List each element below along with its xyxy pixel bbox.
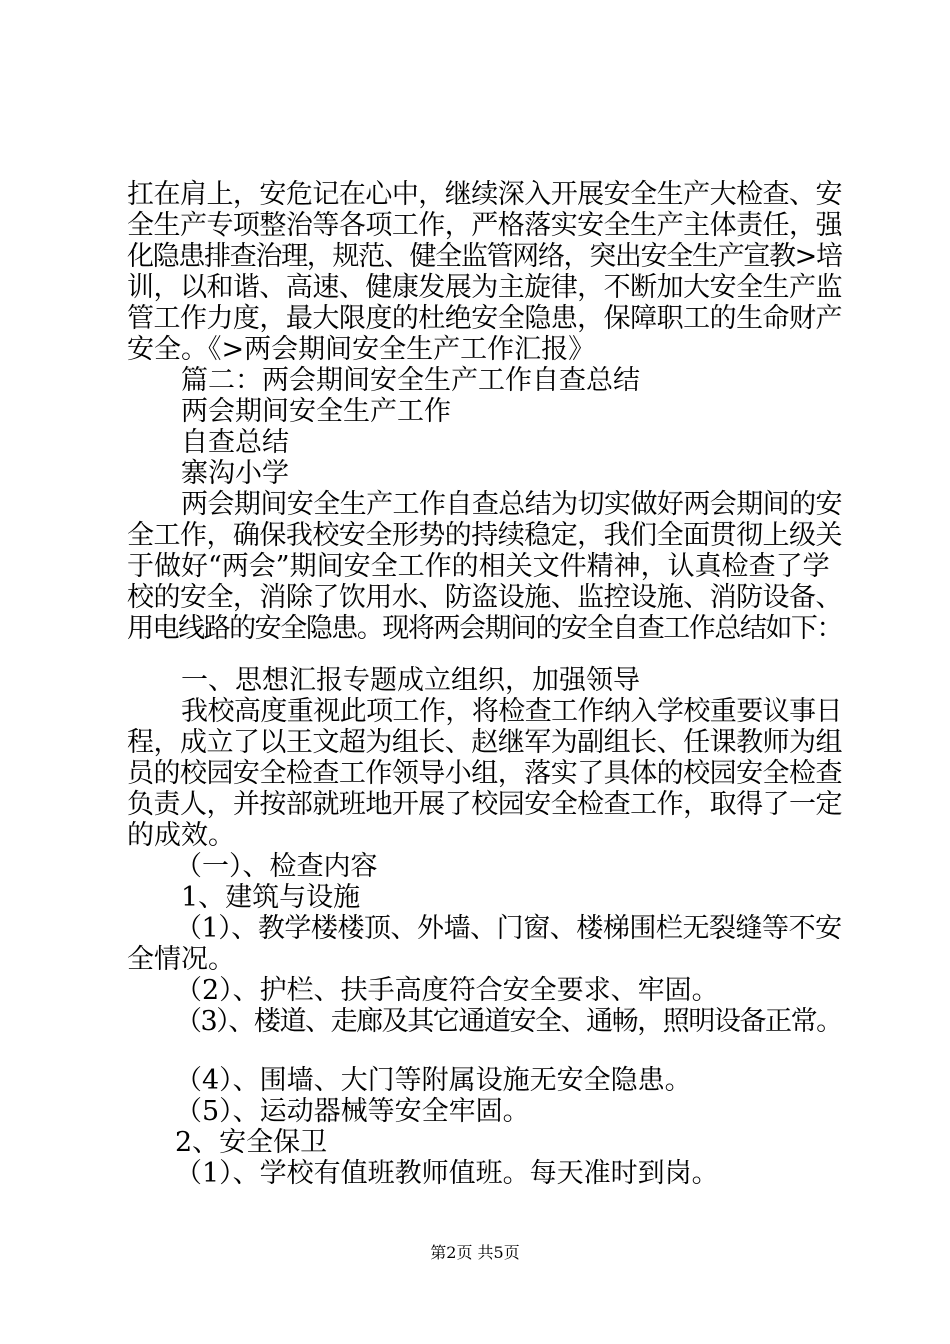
text-line: 校的安全，消除了饮用水、防盗设施、监控设施、消防设备、 <box>127 582 842 613</box>
text-line: 全工作，确保我校安全形势的持续稳定，我们全面贯彻上级关 <box>127 520 842 551</box>
page-number-footer: 第2页 共5页 <box>430 1243 520 1262</box>
section-heading: 一、思想汇报专题成立组织，加强领导 <box>181 665 640 696</box>
text-line: 化隐患排查治理，规范、健全监管网络，突出安全生产宣教>培 <box>127 241 842 272</box>
text-line: 负责人，并按部就班地开展了校园安全检查工作，取得了一定 <box>127 789 842 820</box>
text-line: （3）、楼道、走廊及其它通道安全、通畅，照明设备正常。 <box>175 1006 842 1037</box>
text-line: 全生产专项整治等各项工作，严格落实安全生产主体责任，强 <box>127 210 842 241</box>
text-line: 程，成立了以王文超为组长、赵继军为副组长、任课教师为组 <box>127 727 842 758</box>
text-line: 的成效。 <box>127 820 235 851</box>
text-line: （1）、教学楼楼顶、外墙、门窗、楼梯围栏无裂缝等不安 <box>175 913 842 944</box>
text-line: （一）、检查内容 <box>175 851 378 882</box>
text-line: 安全。《>两会期间安全生产工作汇报》 <box>127 334 596 365</box>
text-line: 全情况。 <box>127 944 235 975</box>
text-line: 扛在肩上，安危记在心中，继续深入开展安全生产大检查、安 <box>127 179 842 210</box>
text-line: 寨沟小学 <box>181 458 289 489</box>
text-line: （1）、学校有值班教师值班。每天准时到岗。 <box>175 1158 719 1189</box>
text-line: 两会期间安全生产工作自查总结为切实做好两会期间的安 <box>181 489 842 520</box>
text-line: 篇二：两会期间安全生产工作自查总结 <box>181 365 640 396</box>
text-line: 管工作力度，最大限度的杜绝安全隐患，保障职工的生命财产 <box>127 303 842 334</box>
text-line: 2、安全保卫 <box>175 1127 328 1158</box>
text-line: 用电线路的安全隐患。现将两会期间的安全自查工作总结如下： <box>127 613 842 644</box>
text-line: 我校高度重视此项工作，将检查工作纳入学校重要议事日 <box>181 696 842 727</box>
text-line: 于做好“两会”期间安全工作的相关文件精神，认真检查了学 <box>127 551 830 582</box>
text-line: （5）、运动器械等安全牢固。 <box>175 1096 530 1127</box>
text-line: 两会期间安全生产工作 <box>181 396 451 427</box>
text-line: 自查总结 <box>181 427 289 458</box>
text-line: 员的校园安全检查工作领导小组，落实了具体的校园安全检查 <box>127 758 842 789</box>
text-line: （4）、围墙、大门等附属设施无安全隐患。 <box>175 1065 692 1096</box>
text-line: 训，以和谐、高速、健康发展为主旋律，不断加大安全生产监 <box>127 272 842 303</box>
text-line: 1、建筑与设施 <box>181 882 361 913</box>
text-line: （2）、护栏、扶手高度符合安全要求、牢固。 <box>175 975 719 1006</box>
